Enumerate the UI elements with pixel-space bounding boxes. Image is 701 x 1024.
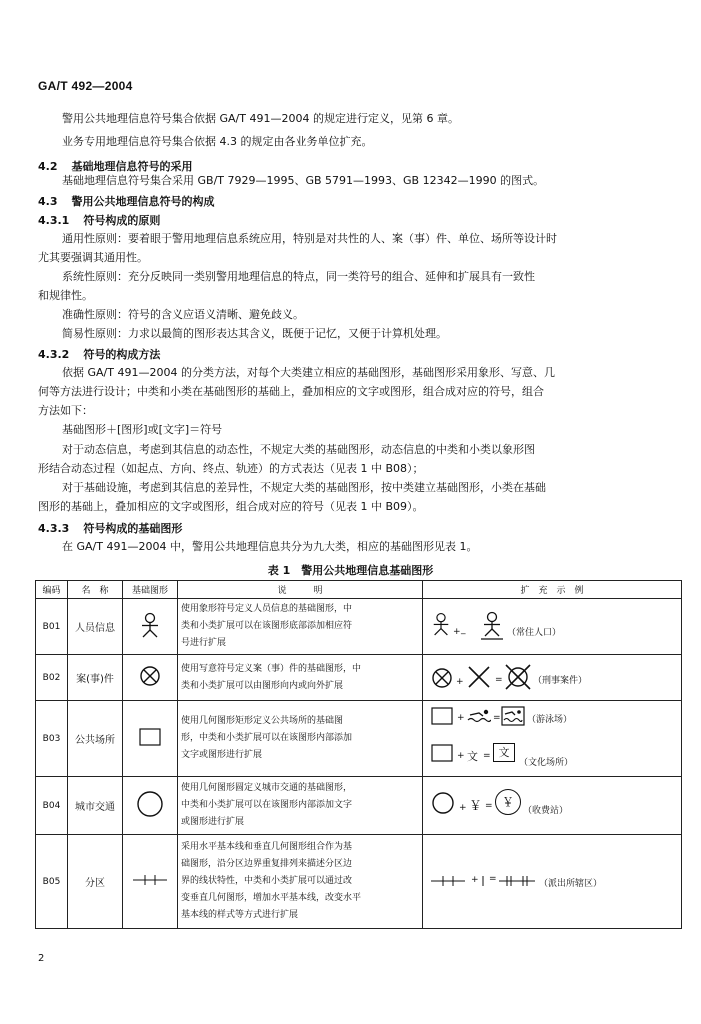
section-heading [38, 193, 229, 209]
row-name: 分区 [68, 835, 123, 929]
table-row [36, 835, 682, 929]
plus-operator: + [459, 803, 467, 813]
swimming-pool-symbol-icon [501, 706, 525, 726]
header-examples: 扩 充 示 例 [423, 581, 682, 599]
section-title: 警用公共地理信息符号的构成 [71, 195, 215, 208]
boundary-line-symbol-icon [431, 875, 465, 887]
row-name: 案(事)件 [68, 655, 123, 701]
page-number: 2 [38, 953, 45, 964]
body-line: 尤其要强调其通用性。 [38, 251, 148, 264]
table-row [36, 599, 682, 655]
row-code: B05 [36, 835, 68, 929]
description-line: 使用象形符号定义人员信息的基础图形，中 [181, 604, 353, 614]
row-code: B03 [36, 701, 68, 777]
body-line: 何等方法进行设计；中类和小类在基础图形的基础上，叠加相应的文字或图形，组合成对应的符号，组合 [38, 385, 544, 398]
row-example [423, 655, 682, 701]
criminal-case-symbol-icon [505, 664, 531, 690]
section-number: 4.3.1 [38, 214, 70, 227]
section-title: 符号构成的基础图形 [83, 522, 183, 535]
equals-operator: = [483, 751, 491, 761]
section-heading [38, 158, 207, 174]
yen-character: ￥ [469, 799, 483, 814]
row-code: B01 [36, 599, 68, 655]
culture-character: 文 [467, 750, 478, 763]
section-heading [38, 212, 174, 228]
body-line: 基础地理信息符号集合采用 GB/T 7929—1995、GB 5791—1993、GB 12342—1990 的图式。 [62, 174, 545, 187]
section-title: 符号的构成方法 [83, 348, 161, 361]
body-line: 形结合动态过程（如起点、方向、终点、轨迹）的方式表达（见表 1 中 B08）； [38, 462, 424, 475]
description-line: 使用写意符号定义案（事）件的基础图形，中 [181, 663, 362, 674]
plus-operator: + [456, 677, 464, 687]
circle-symbol-icon [123, 777, 178, 835]
section-title: 基础地理信息符号的采用 [71, 160, 193, 173]
row-name: 城市交通 [68, 777, 123, 835]
example-label: （派出所辖区） [539, 879, 603, 889]
plus-operator: + [457, 713, 465, 723]
header-code: 编码 [36, 581, 68, 599]
cross-symbol-icon [467, 665, 491, 689]
row-description [178, 599, 423, 655]
toll-station-symbol-icon: ￥ [495, 789, 521, 815]
body-line: 对于动态信息，考虑到其信息的动态性，不规定大类的基础图形，动态信息的中类和小类以象形图 [62, 443, 535, 456]
description-line: 础图形，沿分区边界重复排列来描述分区边 [181, 859, 353, 869]
body-line: 业务专用地理信息符号集合依据 4.3 的规定由各业务单位扩充。 [62, 135, 373, 148]
body-line: 简易性原则：力求以最简的图形表达其含义，既便于记忆，又便于计算机处理。 [62, 327, 447, 340]
equals-operator: = [485, 801, 493, 811]
description-line: 文字或图形进行扩展 [181, 750, 263, 760]
header-name: 名 称 [68, 581, 123, 599]
header-base-symbol: 基础图形 [123, 581, 178, 599]
body-line: 警用公共地理信息符号集合依据 GA/T 491—2004 的规定进行定义，见第 6 章。 [62, 112, 459, 125]
circle-symbol-icon [431, 791, 455, 815]
doc-header-id: GA/T 492—2004 [38, 79, 133, 93]
row-example [423, 777, 682, 835]
header-description: 说 明 [178, 581, 423, 599]
table-caption: 表 1 警用公共地理信息基础图形 [267, 564, 434, 577]
description-line: 类和小类扩展可以在该图形底部添加相应符 [181, 621, 353, 631]
body-line: 对于基础设施，考虑到其信息的差异性，不规定大类的基础图形，按中类建立基础图形，小类在基础 [62, 481, 546, 494]
table-header-row [36, 581, 682, 599]
description-line: 使用几何图形圆定义城市交通的基础图形， [181, 783, 353, 793]
table-row [36, 701, 682, 777]
resident-symbol-icon [479, 611, 505, 641]
section-title: 符号构成的原则 [83, 214, 161, 227]
body-line: 和规律性。 [38, 289, 93, 302]
culture-venue-symbol-icon: 文 [493, 743, 515, 762]
description-line: 基本线的样式等方式进行扩展 [181, 910, 299, 920]
row-example [423, 701, 682, 777]
police-district-boundary-icon [499, 875, 535, 887]
example-label: （文化场所） [519, 758, 574, 768]
section-number: 4.3.2 [38, 348, 70, 361]
bar-sub-symbol: _ [461, 625, 466, 635]
description-line: 号进行扩展 [181, 638, 227, 648]
row-code: B04 [36, 777, 68, 835]
example-label: （游泳场） [527, 715, 573, 725]
vertical-bar-symbol-icon [481, 875, 485, 887]
boundary-line-symbol-icon [123, 835, 178, 929]
plus-operator: + [453, 627, 461, 637]
section-number: 4.3 [38, 195, 58, 208]
row-name: 公共场所 [68, 701, 123, 777]
description-line: 变垂直几何图形，增加水平基本线，改变水平 [181, 893, 362, 903]
plus-operator: + [457, 751, 465, 761]
body-line: 系统性原则：充分反映同一类别警用地理信息的特点，同一类符号的组合、延伸和扩展具有一致性 [62, 270, 535, 283]
section-heading [38, 346, 174, 362]
table-row [36, 655, 682, 701]
swimmer-symbol-icon [467, 709, 491, 723]
section-heading [38, 520, 196, 536]
table-row [36, 777, 682, 835]
row-code: B02 [36, 655, 68, 701]
example-label: （刑事案件） [533, 676, 588, 686]
description-line: 或图形进行扩展 [181, 817, 245, 827]
example-label: （收费站） [523, 806, 569, 816]
body-line: 在 GA/T 491—2004 中，警用公共地理信息共分为九大类，相应的基础图形见表 1。 [62, 540, 478, 553]
equals-operator: = [493, 713, 501, 723]
body-line: 通用性原则：要着眼于警用地理信息系统应用，特别是对共性的人、案（事）件、单位、场所等设计时 [62, 232, 557, 245]
description-line: 使用几何图形矩形定义公共场所的基础图 [181, 716, 344, 726]
row-description [178, 777, 423, 835]
row-example [423, 599, 682, 655]
body-line: 图形的基础上，叠加相应的文字或图形，组合成对应的符号（见表 1 中 B09）。 [38, 500, 424, 513]
section-number: 4.2 [38, 160, 58, 173]
description-line: 界的线状特性，中类和小类扩展可以通过改 [181, 876, 353, 886]
description-line: 形，中类和小类扩展可以在该图形内部添加 [181, 733, 353, 743]
section-number: 4.3.3 [38, 522, 70, 535]
case-symbol-icon [431, 667, 453, 689]
person-symbol-icon [123, 599, 178, 655]
rectangle-symbol-icon [431, 707, 453, 725]
row-example [423, 835, 682, 929]
equals-operator: = [495, 675, 503, 685]
body-line: 准确性原则：符号的含义应语义清晰、避免歧义。 [62, 308, 304, 321]
symbol-table [35, 580, 682, 929]
row-description [178, 701, 423, 777]
equals-operator: = [489, 874, 497, 884]
plus-operator: + [471, 875, 479, 885]
rectangle-symbol-icon [123, 701, 178, 777]
person-symbol-icon [431, 611, 451, 637]
body-line: 方法如下： [38, 404, 93, 417]
formula-line: 基础图形＋[图形]或[文字]＝符号 [62, 423, 223, 436]
description-line: 中类和小类扩展可以在该图形内部添加文字 [181, 800, 353, 810]
description-line: 类和小类扩展可以由图形向内或向外扩展 [181, 680, 344, 691]
case-symbol-icon [123, 655, 178, 701]
description-line: 采用水平基本线和垂直几何图形组合作为基 [181, 842, 353, 852]
example-label: （常住人口） [507, 628, 562, 638]
rectangle-symbol-icon [431, 744, 453, 762]
row-description [178, 835, 423, 929]
body-line: 依据 GA/T 491—2004 的分类方法，对每个大类建立相应的基础图形，基础图形采用象形、写意、几 [62, 366, 555, 379]
row-description [178, 655, 423, 701]
row-name: 人员信息 [68, 599, 123, 655]
